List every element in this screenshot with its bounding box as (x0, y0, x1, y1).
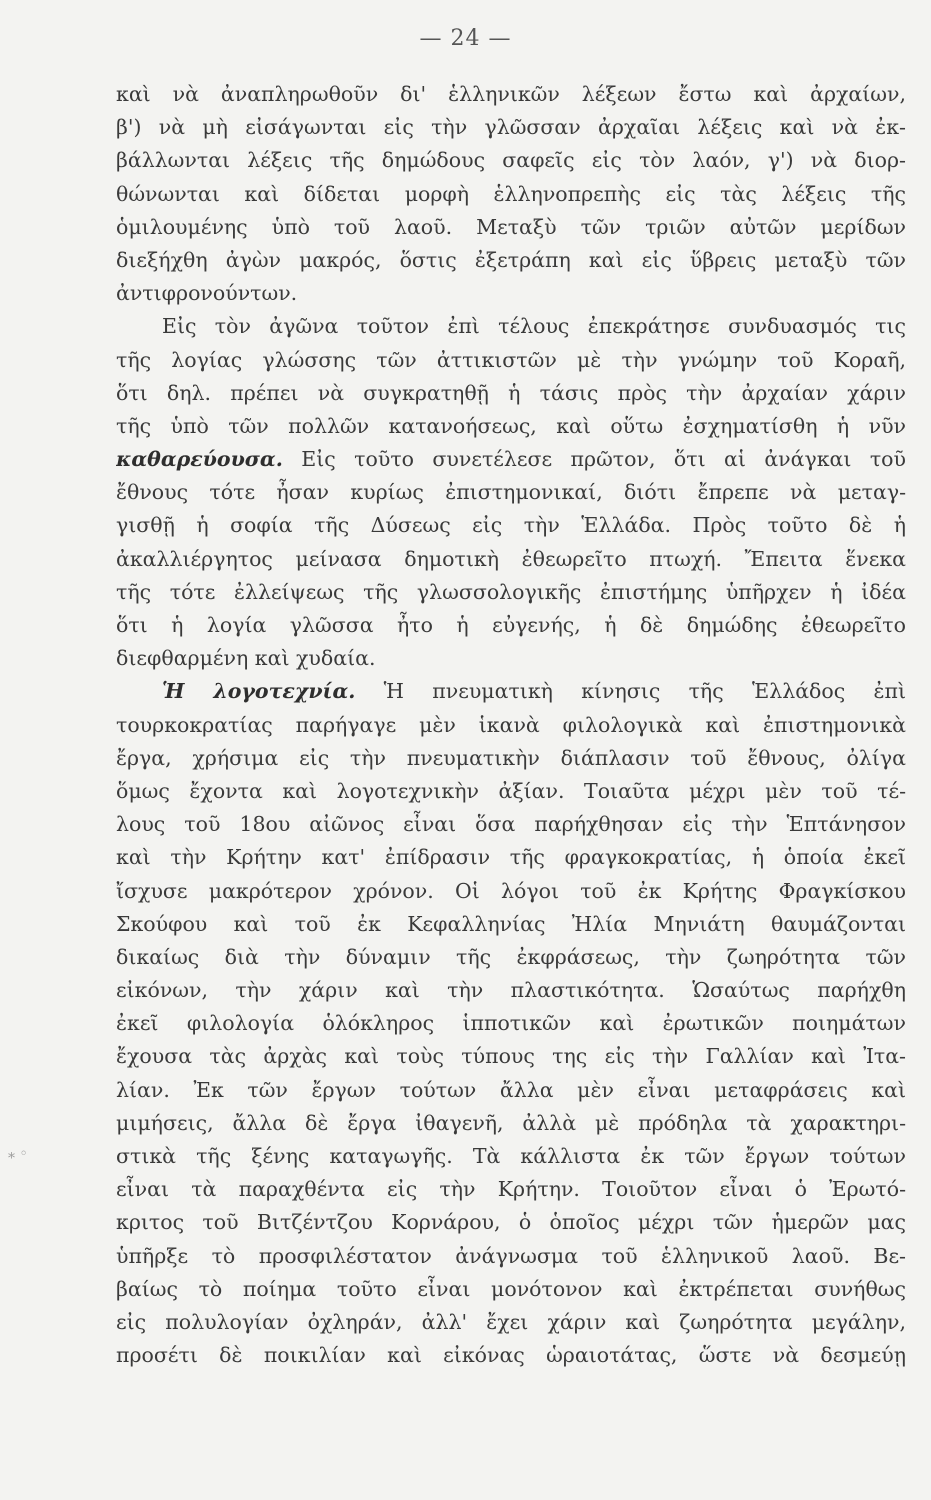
section-heading-logotechnia: Ἡ λογοτεχνία. (162, 679, 356, 704)
text-line-rest: Εἰς τοῦτο συνετέλεσε πρῶτον, ὅτι αἱ ἀνάγκαι τοῦ (301, 447, 906, 472)
page-number: — 24 — (419, 26, 512, 51)
text-line: διεφθαρμένη καὶ χυδαία. (116, 646, 376, 671)
text-line: λους τοῦ 18ου αἰῶνος εἶναι ὅσα παρήχθησαν εἰς τὴν Ἑπτάνησον (116, 812, 906, 837)
text-line: τουρκοκρατίας παρήγαγε μὲν ἱκανὰ φιλολογικὰ καὶ ἐπιστημονικὰ (116, 712, 906, 737)
text-line: προσέτι δὲ ποικιλίαν καὶ εἰκόνας ὡραιοτάτας, ὥστε νὰ δεσμεύῃ (116, 1343, 906, 1368)
text-line: ἔθνους τότε ἦσαν κυρίως ἐπιστημονικαί, διότι ἔπρεπε νὰ μεταγ- (116, 480, 906, 505)
text-line: ἐκεῖ φιλολογία ὁλόκληρος ἱπποτικῶν καὶ ἐρωτικῶν ποιημάτων (116, 1011, 906, 1036)
body-text (116, 78, 906, 1372)
text-line (116, 443, 906, 476)
text-line: θώνωνται καὶ δίδεται μορφὴ ἑλληνοπρεπὴς εἰς τὰς λέξεις τῆς (116, 181, 906, 206)
text-line: στικὰ τῆς ξένης καταγωγῆς. Τὰ κάλλιστα ἐκ τῶν ἔργων τούτων (116, 1144, 906, 1168)
text-line: εἶναι τὰ παραχθέντα εἰς τὴν Κρήτην. Τοιοῦτον εἶναι ὁ Ἐρωτό- (116, 1177, 906, 1202)
text-line: καὶ νὰ ἀναπληρωθοῦν δι' ἑλληνικῶν λέξεων ἔστω καὶ ἀρχαίων, (116, 82, 906, 106)
section-heading-line (116, 675, 906, 708)
text-line: τῆς τότε ἐλλείψεως τῆς γλωσσολογικῆς ἐπιστήμης ὑπῆρχεν ἡ ἰδέα (116, 579, 906, 604)
text-line: ἴσχυσε μακρότερον χρόνον. Οἱ λόγοι τοῦ ἐκ Κρήτης Φραγκίσκου (116, 878, 906, 903)
emphasis-katharevousa: καθαρεύουσα. (116, 447, 283, 472)
text-line: δικαίως διὰ τὴν δύναμιν τῆς ἐκφράσεως, τὴν ζωηρότητα τῶν (116, 944, 906, 969)
text-line: κριτος τοῦ Βιτζέντζου Κορνάρου, ὁ ὁποῖος μέχρι τῶν ἡμερῶν μας (116, 1210, 906, 1235)
text-line: ἀκαλλιέργητος μείνασα δημοτικὴ ἐθεωρεῖτο πτωχή. Ἔπειτα ἕνεκα (116, 546, 906, 571)
text-line: ἀντιφρονούντων. (116, 281, 298, 306)
text-line: ἔργα, χρήσιμα εἰς τὴν πνευματικὴν διάπλασιν τοῦ ἔθνους, ὀλίγα (116, 745, 906, 770)
text-line: ὅτι ἡ λογία γλῶσσα ἦτο ἡ εὐγενής, ἡ δὲ δημώδης ἐθεωρεῖτο (116, 613, 906, 637)
text-line: τῆς ὑπὸ τῶν πολλῶν κατανοήσεως, καὶ οὕτω ἐσχηματίσθη ἡ νῦν (116, 413, 906, 438)
text-line: Εἰς τὸν ἀγῶνα τοῦτον ἐπὶ τέλους ἐπεκράτησε συνδυασμός τις (162, 314, 906, 339)
text-line: ἔχουσα τὰς ἀρχὰς καὶ τοὺς τύπους της εἰς τὴν Γαλλίαν καὶ Ἰτα- (116, 1044, 906, 1069)
text-line: ὅμως ἔχοντα καὶ λογοτεχνικὴν ἀξίαν. Τοιαῦτα μέχρι μὲν τοῦ τέ- (116, 778, 906, 803)
text-line: ὑπῆρξε τὸ προσφιλέστατον ἀνάγνωσμα τοῦ ἑλληνικοῦ λαοῦ. Βε- (116, 1243, 906, 1268)
text-line: τῆς λογίας γλώσσης τῶν ἀττικιστῶν μὲ τὴν γνώμην τοῦ Κοραῆ, (116, 347, 906, 372)
text-line-rest: Ἡ πνευματικὴ κίνησις τῆς Ἑλλάδος ἐπὶ (383, 679, 906, 704)
text-line: γισθῇ ἡ σοφία τῆς Δύσεως εἰς τὴν Ἑλλάδα. Πρὸς τοῦτο δὲ ἡ (116, 513, 906, 538)
text-line: β') νὰ μὴ εἰσάγωνται εἰς τὴν γλῶσσαν ἀρχαῖαι λέξεις καὶ νὰ ἐκ- (116, 115, 906, 140)
text-line: βάλλωνται λέξεις τῆς δημώδους σαφεῖς εἰς τὸν λαόν, γ') νὰ διορ- (116, 148, 906, 173)
text-line: καὶ τὴν Κρήτην κατ' ἐπίδρασιν τῆς φραγκοκρατίας, ἡ ὁποία ἐκεῖ (116, 845, 906, 870)
stray-mark: ⁎ ◦ (8, 1146, 28, 1162)
text-line: διεξήχθη ἀγὼν μακρός, ὅστις ἐξετράπη καὶ εἰς ὕβρεις μεταξὺ τῶν (116, 247, 906, 272)
text-line: λίαν. Ἐκ τῶν ἔργων τούτων ἄλλα μὲν εἶναι μεταφράσεις καὶ (116, 1077, 906, 1102)
text-line: μιμήσεις, ἄλλα δὲ ἔργα ἰθαγενῆ, ἀλλὰ μὲ πρόδηλα τὰ χαρακτηρι- (116, 1110, 906, 1135)
text-line: ὁμιλουμένης ὑπὸ τοῦ λαοῦ. Μεταξὺ τῶν τριῶν αὐτῶν μερίδων (116, 214, 906, 239)
text-line: εἰκόνων, τὴν χάριν καὶ τὴν πλαστικότητα. Ὡσαύτως παρήχθη (116, 978, 906, 1003)
text-line: ὅτι δηλ. πρέπει νὰ συγκρατηθῇ ἡ τάσις πρὸς τὴν ἀρχαίαν χάριν (116, 380, 906, 405)
text-line: βαίως τὸ ποίημα τοῦτο εἶναι μονότονον καὶ ἐκτρέπεται συνήθως (116, 1276, 906, 1301)
text-line: Σκούφου καὶ τοῦ ἐκ Κεφαλληνίας Ἠλία Μηνιάτη θαυμάζονται (116, 911, 906, 936)
text-line: εἰς πολυλογίαν ὀχληράν, ἀλλ' ἔχει χάριν καὶ ζωηρότητα μεγάλην, (116, 1309, 906, 1334)
